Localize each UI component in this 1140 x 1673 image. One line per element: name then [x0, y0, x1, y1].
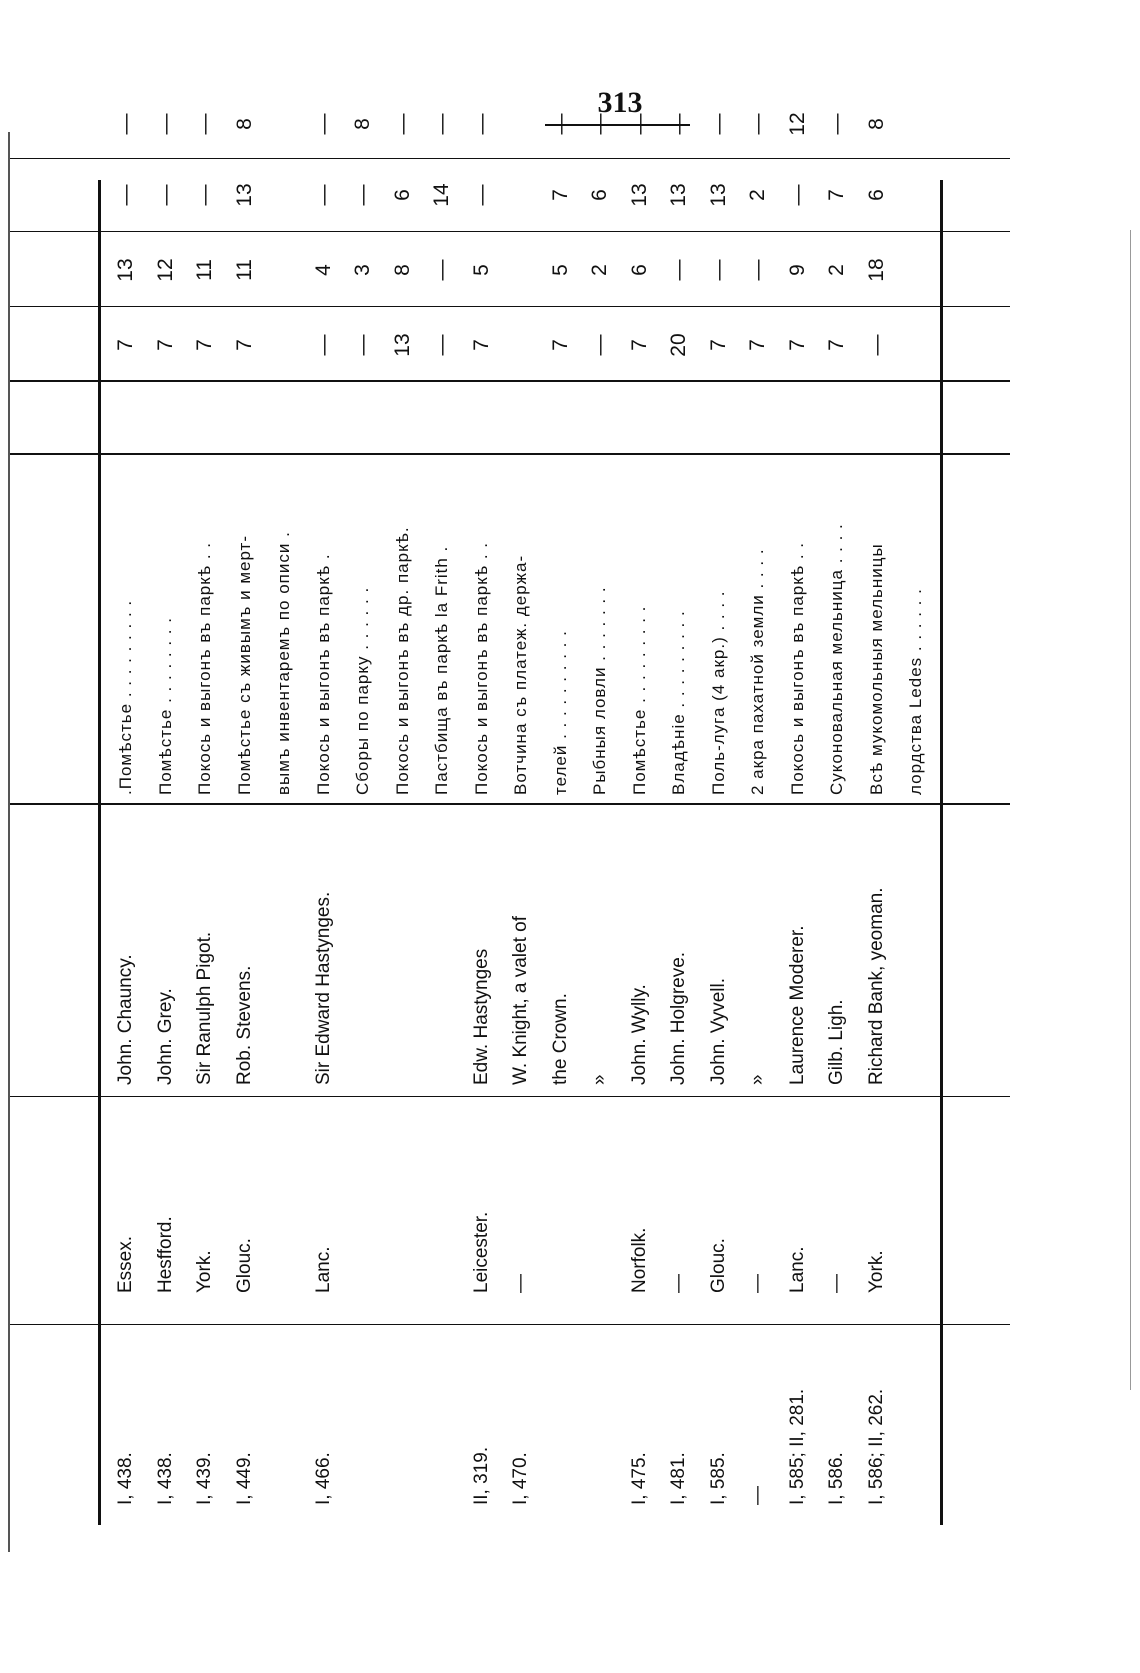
table-row: [816, 113, 858, 1525]
value-3-cell: 13: [232, 183, 256, 207]
item-cell: Вотчина съ платеж. держа-: [511, 554, 530, 795]
county-cell: Lanc.: [312, 1246, 334, 1293]
value-3-cell: [263, 160, 305, 230]
value-4-cell: [263, 89, 305, 159]
table-row: [105, 113, 147, 1525]
value-4-cell: —: [627, 113, 651, 135]
item-cell: телей . . . . . . . . . .: [550, 630, 570, 795]
name-cell: John. Grey.: [154, 988, 176, 1085]
value-4-cell: —: [193, 113, 216, 135]
ref-cell: [579, 1345, 621, 1505]
name-cell: John. Chauncy.: [115, 954, 136, 1085]
value-4-cell: —: [706, 113, 730, 135]
rotated-table: [10, 112, 1010, 1525]
table-row: [224, 118, 266, 1525]
value-4-cell: [500, 89, 542, 159]
value-3-cell: —: [193, 184, 216, 206]
item-cell: лордства Ledes . . . . . .: [906, 588, 925, 795]
value-2-cell: 12: [153, 258, 177, 282]
item-cell: Помѣстье . . . . . . . .: [155, 617, 175, 795]
table-row: [382, 113, 424, 1525]
name-cell: Laurence Moderer.: [786, 925, 808, 1085]
value-1-cell: 7: [114, 339, 137, 351]
name-cell: the Crown.: [549, 993, 571, 1085]
name-cell: Edw. Hastynges: [470, 948, 492, 1085]
name-cell: [263, 815, 305, 1085]
value-3-cell: —: [785, 184, 809, 206]
name-cell: Sir Ranulph Pigot.: [194, 931, 215, 1085]
name-cell: »: [589, 1074, 610, 1085]
county-cell: [263, 1143, 305, 1293]
ref-cell: I, 481.: [668, 1452, 689, 1505]
value-3-cell: 13: [627, 183, 651, 207]
value-1-cell: 7: [548, 339, 572, 351]
value-1-cell: —: [864, 334, 888, 356]
name-cell: Rob. Stevens.: [233, 965, 255, 1085]
item-cell: Покось и выгонъ въ паркѣ .: [313, 553, 333, 795]
ref-cell: [382, 1345, 424, 1505]
value-2-cell: —: [746, 259, 769, 281]
item-cell: Поль-луга (4 акр.) . . . .: [708, 590, 728, 795]
value-1-cell: 13: [390, 333, 414, 357]
name-cell: »: [747, 1074, 768, 1085]
item-cell: Покось и выгонъ въ паркѣ . .: [195, 541, 214, 795]
item-cell: Пастбища въ паркѣ la Frith .: [432, 545, 451, 795]
value-3-cell: —: [114, 184, 137, 206]
item-cell: .Помѣстье . . . . . . . . .: [116, 599, 135, 795]
item-cell: Сборы по парку . . . . . .: [353, 586, 372, 795]
ref-cell: II, 319.: [470, 1446, 492, 1505]
value-2-cell: [263, 235, 305, 305]
item-cell: Покось и выгонъ въ паркѣ . .: [471, 541, 491, 795]
ref-cell: [895, 1345, 937, 1505]
value-3-cell: —: [469, 184, 493, 206]
table-row: [263, 165, 305, 1525]
value-2-cell: 3: [351, 264, 374, 276]
value-1-cell: 7: [193, 339, 216, 351]
table-row: [698, 113, 740, 1525]
table-row: [342, 118, 384, 1525]
county-cell: [421, 1143, 463, 1293]
item-cell: Покось и выгонъ въ паркѣ . .: [787, 541, 807, 795]
ref-cell: [263, 1345, 305, 1505]
value-1-cell: —: [430, 334, 453, 356]
ref-cell: I, 439.: [194, 1452, 215, 1505]
value-1-cell: 7: [785, 339, 809, 351]
value-2-cell: 5: [469, 264, 493, 276]
value-2-cell: 4: [311, 264, 335, 276]
ref-cell: I, 586.: [826, 1452, 847, 1505]
value-2-cell: 5: [548, 264, 572, 276]
ref-cell: [421, 1345, 463, 1505]
value-2-cell: [895, 235, 937, 305]
county-cell: York.: [194, 1250, 215, 1293]
value-1-cell: 7: [825, 339, 848, 351]
table-row: [658, 113, 700, 1525]
county-cell: Glouc.: [233, 1238, 255, 1293]
value-2-cell: 18: [864, 258, 888, 282]
value-1-cell: —: [351, 334, 374, 356]
item-cell: Помѣстье . . . . . . . . .: [629, 605, 649, 795]
name-cell: John. Wylly.: [628, 984, 650, 1085]
value-2-cell: 9: [785, 264, 809, 276]
county-cell: Lanc.: [786, 1246, 808, 1293]
ref-cell: [342, 1345, 384, 1505]
county-cell: [579, 1143, 621, 1293]
name-cell: [342, 815, 384, 1085]
county-cell: Leicester.: [470, 1211, 492, 1293]
value-3-cell: —: [311, 184, 335, 206]
county-cell: [540, 1143, 582, 1293]
ref-cell: I, 475.: [628, 1452, 650, 1505]
county-cell: [382, 1143, 424, 1293]
name-cell: W. Knight, a valet of: [510, 916, 531, 1085]
name-cell: Gilb. Ligh.: [826, 999, 847, 1085]
value-1-cell: 7: [627, 339, 651, 351]
county-cell: —: [668, 1274, 689, 1293]
name-cell: [895, 815, 937, 1085]
ref-cell: I, 438.: [154, 1452, 176, 1505]
page-number: 313: [597, 86, 643, 119]
item-cell: 2 акра пахатной земли . . . .: [748, 548, 767, 795]
county-cell: Hesfford.: [154, 1216, 176, 1293]
table-row: [895, 165, 937, 1525]
name-cell: John. Vyvell.: [707, 977, 729, 1085]
value-4-cell: 12: [785, 112, 809, 136]
value-1-cell: 7: [469, 339, 493, 351]
value-1-cell: —: [588, 334, 611, 356]
item-cell: Суконовальная мельница . . . .: [827, 523, 846, 795]
item-cell: Всѣ мукомольныя мельницы: [866, 543, 886, 795]
ref-cell: I, 585.: [707, 1452, 729, 1505]
table-row: [540, 113, 582, 1525]
value-4-cell: —: [548, 113, 572, 135]
county-cell: [895, 1143, 937, 1293]
item-cell: Покось и выгонъ въ др. паркѣ.: [392, 526, 412, 795]
ref-cell: I, 586; II, 262.: [865, 1388, 887, 1505]
value-2-cell: 2: [588, 264, 611, 276]
table-row: [421, 113, 463, 1525]
item-cell: Рыбныя ловли . . . . . . .: [590, 586, 609, 795]
value-1-cell: 7: [706, 339, 730, 351]
table-row: [461, 113, 503, 1525]
value-3-cell: 6: [864, 189, 888, 201]
value-1-cell: [263, 310, 305, 380]
value-3-cell: —: [153, 184, 177, 206]
table-row: [303, 113, 345, 1525]
value-1-cell: 7: [232, 339, 256, 351]
ref-cell: I, 438.: [115, 1452, 136, 1505]
value-2-cell: 11: [232, 259, 256, 281]
value-2-cell: 2: [825, 264, 848, 276]
value-2-cell: 6: [627, 264, 651, 276]
ref-cell: —: [747, 1486, 768, 1505]
county-cell: Glouc.: [707, 1238, 729, 1293]
table-row: [777, 112, 819, 1525]
table-row: [579, 113, 621, 1525]
value-3-cell: [500, 160, 542, 230]
value-3-cell: —: [351, 184, 374, 206]
item-cell: Помѣстье съ живымъ и мерт-: [234, 535, 254, 795]
value-3-cell: [895, 160, 937, 230]
value-4-cell: [895, 89, 937, 159]
value-4-cell: 8: [864, 118, 888, 130]
value-4-cell: —: [311, 113, 335, 135]
value-3-cell: 7: [548, 189, 572, 201]
ref-cell: I, 585; II, 281.: [786, 1388, 808, 1505]
value-2-cell: 8: [390, 264, 414, 276]
value-4-cell: —: [469, 113, 493, 135]
value-1-cell: 7: [153, 339, 177, 351]
value-3-cell: 6: [588, 189, 611, 201]
value-1-cell: 20: [667, 333, 690, 357]
value-2-cell: [500, 235, 542, 305]
name-cell: Richard Bank, yeoman.: [865, 887, 887, 1085]
ref-cell: [540, 1345, 582, 1505]
value-4-cell: —: [390, 113, 414, 135]
table-row: [737, 113, 779, 1525]
value-3-cell: 13: [667, 183, 690, 207]
table-row: [145, 113, 187, 1525]
value-4-cell: —: [588, 113, 611, 135]
name-cell: Sir Edward Hastynges.: [312, 891, 334, 1085]
table-row: [184, 113, 226, 1525]
value-4-cell: —: [667, 113, 690, 135]
name-cell: [421, 815, 463, 1085]
scan-edge-right: [1130, 230, 1131, 1390]
value-1-cell: 7: [746, 339, 769, 351]
ref-cell: I, 449.: [233, 1452, 255, 1505]
table-row: [500, 165, 542, 1525]
value-3-cell: 2: [746, 189, 769, 201]
value-2-cell: 11: [193, 259, 216, 281]
county-cell: —: [510, 1274, 531, 1293]
value-1-cell: —: [311, 334, 335, 356]
ref-cell: I, 466.: [312, 1452, 334, 1505]
item-cell: вымъ инвентаремъ по описи .: [274, 531, 293, 795]
value-4-cell: —: [153, 113, 177, 135]
county-cell: York.: [865, 1250, 887, 1293]
county-cell: [342, 1143, 384, 1293]
value-2-cell: 13: [114, 258, 137, 282]
county-cell: —: [826, 1274, 847, 1293]
table-row: [619, 113, 661, 1525]
county-cell: Norfolk.: [628, 1227, 650, 1293]
item-cell: Владѣніе . . . . . . . . .: [669, 610, 688, 795]
value-1-cell: [895, 310, 937, 380]
value-3-cell: 13: [706, 183, 730, 207]
value-2-cell: —: [706, 259, 730, 281]
value-3-cell: 7: [825, 189, 848, 201]
value-4-cell: —: [430, 113, 453, 135]
value-3-cell: 6: [390, 189, 414, 201]
value-3-cell: 14: [430, 183, 453, 207]
ref-cell: I, 470.: [510, 1452, 531, 1505]
name-cell: [382, 815, 424, 1085]
value-1-cell: [500, 310, 542, 380]
county-cell: Essex.: [115, 1235, 136, 1293]
value-2-cell: —: [430, 259, 453, 281]
county-cell: —: [747, 1274, 768, 1293]
value-4-cell: 8: [351, 118, 374, 130]
value-2-cell: —: [667, 259, 690, 281]
name-cell: John. Holgreve.: [668, 951, 689, 1085]
value-4-cell: —: [114, 113, 137, 135]
value-4-cell: —: [746, 113, 769, 135]
table-row: [856, 118, 898, 1525]
value-4-cell: —: [825, 113, 848, 135]
value-4-cell: 8: [232, 118, 256, 130]
